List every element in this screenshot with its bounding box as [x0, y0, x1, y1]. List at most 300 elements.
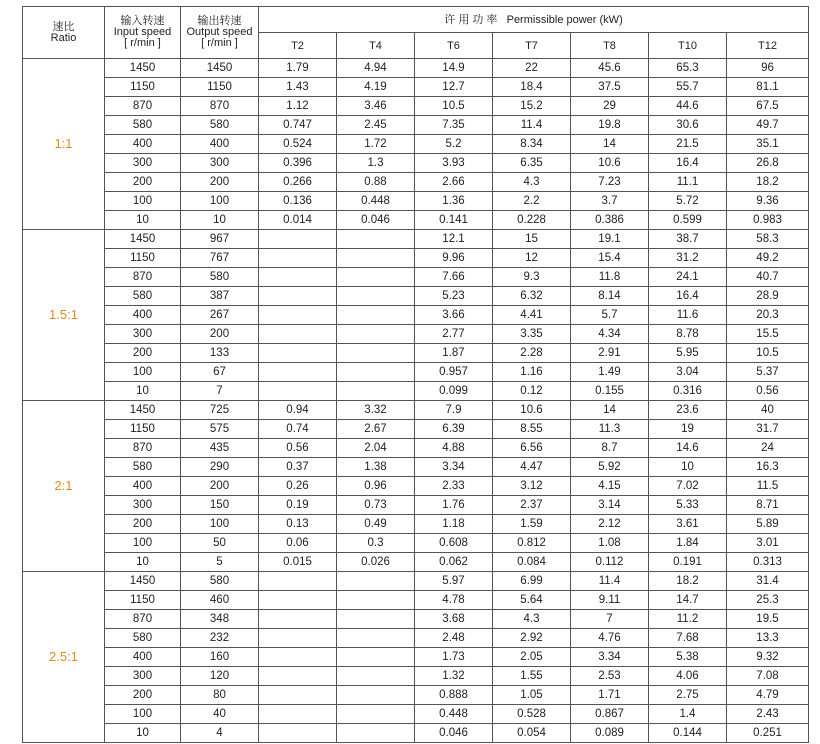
power-cell-t12: 5.89: [727, 515, 809, 534]
power-cell-t7: 0.054: [493, 724, 571, 743]
power-cell-t7: 3.35: [493, 325, 571, 344]
power-cell-t6: 12.1: [415, 230, 493, 249]
power-cell-t12: 18.2: [727, 173, 809, 192]
power-cell-t10: 2.75: [649, 686, 727, 705]
output-speed-cell: 460: [181, 591, 259, 610]
power-cell-t12: 35.1: [727, 135, 809, 154]
power-cell-t8: 14: [571, 135, 649, 154]
power-cell-t7: 4.41: [493, 306, 571, 325]
input-speed-cell: 100: [105, 705, 181, 724]
output-speed-cell: 580: [181, 268, 259, 287]
power-cell-t8: 15.4: [571, 249, 649, 268]
power-cell-t7: 4.3: [493, 610, 571, 629]
power-cell-t2: 0.37: [259, 458, 337, 477]
output-speed-cell: 725: [181, 401, 259, 420]
output-speed-cell: 435: [181, 439, 259, 458]
power-cell-t2: 0.13: [259, 515, 337, 534]
input-speed-cell: 1450: [105, 401, 181, 420]
power-cell-t10: 24.1: [649, 268, 727, 287]
power-cell-t8: 37.5: [571, 78, 649, 97]
power-cell-t7: 3.12: [493, 477, 571, 496]
power-cell-t10: 3.04: [649, 363, 727, 382]
power-cell-t2: [259, 610, 337, 629]
power-cell-t7: 6.99: [493, 572, 571, 591]
input-speed-cell: 200: [105, 344, 181, 363]
power-cell-t4: 0.73: [337, 496, 415, 515]
power-cell-t4: 0.88: [337, 173, 415, 192]
table-row: [23, 401, 809, 420]
power-cell-t8: 29: [571, 97, 649, 116]
table-row: [23, 439, 809, 458]
power-cell-t6: 3.66: [415, 306, 493, 325]
input-speed-cell: 870: [105, 610, 181, 629]
power-cell-t6: 0.099: [415, 382, 493, 401]
output-speed-cell: 870: [181, 97, 259, 116]
power-cell-t8: 1.08: [571, 534, 649, 553]
power-cell-t8: 2.91: [571, 344, 649, 363]
output-speed-header: [181, 7, 259, 59]
input-speed-cell: 100: [105, 534, 181, 553]
power-cell-t2: 0.136: [259, 192, 337, 211]
input-speed-cell: 300: [105, 667, 181, 686]
ratio-cell: 1.5:1: [23, 230, 105, 401]
input-speed-cell: 1450: [105, 230, 181, 249]
power-cell-t8: 3.7: [571, 192, 649, 211]
power-cell-t6: 0.062: [415, 553, 493, 572]
power-cell-t8: 0.089: [571, 724, 649, 743]
power-cell-t7: 12: [493, 249, 571, 268]
power-cell-t12: 0.313: [727, 553, 809, 572]
power-cell-t4: 0.448: [337, 192, 415, 211]
power-cell-t7: 0.084: [493, 553, 571, 572]
input-speed-cell: 200: [105, 686, 181, 705]
power-cell-t2: [259, 325, 337, 344]
power-cell-t7: 6.32: [493, 287, 571, 306]
power-cell-t6: 0.957: [415, 363, 493, 382]
power-cell-t4: [337, 230, 415, 249]
power-cell-t10: 1.84: [649, 534, 727, 553]
table-row: [23, 572, 809, 591]
power-cell-t2: [259, 686, 337, 705]
output-speed-cell: 120: [181, 667, 259, 686]
power-cell-t8: 8.14: [571, 287, 649, 306]
power-cell-t8: 19.1: [571, 230, 649, 249]
power-cell-t12: 31.7: [727, 420, 809, 439]
power-cell-t4: 1.38: [337, 458, 415, 477]
power-cell-t4: 0.49: [337, 515, 415, 534]
power-cell-t6: 2.33: [415, 477, 493, 496]
table-row: [23, 116, 809, 135]
power-cell-t2: 0.26: [259, 477, 337, 496]
power-cell-t4: [337, 686, 415, 705]
table-row: [23, 325, 809, 344]
table-row: [23, 268, 809, 287]
power-cell-t2: 0.014: [259, 211, 337, 230]
power-cell-t10: 0.144: [649, 724, 727, 743]
input-speed-cell: 10: [105, 211, 181, 230]
input-speed-cell: 1150: [105, 591, 181, 610]
ratio-header-en: Ratio: [50, 31, 77, 44]
power-cell-t8: 45.6: [571, 59, 649, 78]
ratio-cell: 2.5:1: [23, 572, 105, 743]
power-cell-t2: 0.19: [259, 496, 337, 515]
input-speed-cell: 400: [105, 135, 181, 154]
power-cell-t6: 0.608: [415, 534, 493, 553]
power-cell-t12: 10.5: [727, 344, 809, 363]
output-speed-cell: 580: [181, 116, 259, 135]
power-cell-t2: 0.524: [259, 135, 337, 154]
model-header-t6: T6: [415, 33, 493, 59]
output-speed-cell: 200: [181, 477, 259, 496]
table-row: [23, 230, 809, 249]
power-cell-t2: [259, 572, 337, 591]
power-cell-t4: [337, 705, 415, 724]
input-speed-cell: 1150: [105, 249, 181, 268]
power-cell-t4: 4.94: [337, 59, 415, 78]
power-cell-t6: 1.32: [415, 667, 493, 686]
power-cell-t12: 28.9: [727, 287, 809, 306]
power-cell-t2: 0.74: [259, 420, 337, 439]
input-speed-cell: 10: [105, 553, 181, 572]
power-cell-t4: [337, 363, 415, 382]
power-cell-t8: 4.15: [571, 477, 649, 496]
power-cell-t6: 4.78: [415, 591, 493, 610]
output-speed-cell: 100: [181, 515, 259, 534]
power-cell-t2: [259, 629, 337, 648]
power-cell-t4: [337, 648, 415, 667]
ratio-header: [23, 7, 105, 59]
input-speed-cell: 300: [105, 496, 181, 515]
output-speed-header-en: Output speed: [186, 26, 253, 38]
power-cell-t10: 44.6: [649, 97, 727, 116]
power-cell-t4: 0.026: [337, 553, 415, 572]
output-speed-cell: 5: [181, 553, 259, 572]
power-cell-t7: 8.34: [493, 135, 571, 154]
power-cell-t6: 0.448: [415, 705, 493, 724]
power-cell-t6: 4.88: [415, 439, 493, 458]
power-cell-t12: 24: [727, 439, 809, 458]
power-cell-t4: [337, 306, 415, 325]
output-speed-cell: 200: [181, 325, 259, 344]
input-speed-header: [105, 7, 181, 59]
output-speed-cell: 300: [181, 154, 259, 173]
permissible-power-table: [22, 6, 809, 743]
power-cell-t12: 67.5: [727, 97, 809, 116]
power-cell-t10: 30.6: [649, 116, 727, 135]
power-cell-t10: 14.6: [649, 439, 727, 458]
output-speed-cell: 232: [181, 629, 259, 648]
power-cell-t8: 0.112: [571, 553, 649, 572]
table-row: [23, 591, 809, 610]
model-header-t10: T10: [649, 33, 727, 59]
output-speed-cell: 67: [181, 363, 259, 382]
power-cell-t2: 0.747: [259, 116, 337, 135]
table-row: [23, 477, 809, 496]
input-speed-cell: 580: [105, 629, 181, 648]
power-cell-t8: 7: [571, 610, 649, 629]
power-cell-t10: 11.1: [649, 173, 727, 192]
output-speed-cell: 133: [181, 344, 259, 363]
power-cell-t12: 19.5: [727, 610, 809, 629]
output-speed-cell: 967: [181, 230, 259, 249]
output-speed-cell: 580: [181, 572, 259, 591]
power-cell-t4: [337, 629, 415, 648]
power-cell-t8: 3.34: [571, 648, 649, 667]
power-cell-t10: 0.599: [649, 211, 727, 230]
power-cell-t12: 4.79: [727, 686, 809, 705]
power-cell-t12: 0.56: [727, 382, 809, 401]
input-speed-cell: 400: [105, 477, 181, 496]
power-cell-t7: 2.05: [493, 648, 571, 667]
table-row: [23, 724, 809, 743]
power-cell-t4: [337, 610, 415, 629]
power-cell-t12: 3.01: [727, 534, 809, 553]
power-cell-t8: 4.34: [571, 325, 649, 344]
table-row: [23, 363, 809, 382]
output-speed-header-unit: [ r/min ]: [201, 37, 238, 49]
power-cell-t2: [259, 591, 337, 610]
power-cell-t2: 0.015: [259, 553, 337, 572]
power-cell-t6: 10.5: [415, 97, 493, 116]
power-cell-t10: 1.4: [649, 705, 727, 724]
power-cell-t10: 11.6: [649, 306, 727, 325]
power-cell-t2: 0.396: [259, 154, 337, 173]
power-cell-t8: 11.8: [571, 268, 649, 287]
output-speed-cell: 160: [181, 648, 259, 667]
input-speed-cell: 200: [105, 515, 181, 534]
power-cell-t12: 5.37: [727, 363, 809, 382]
input-speed-cell: 870: [105, 439, 181, 458]
power-cell-t8: 2.12: [571, 515, 649, 534]
power-cell-t7: 1.59: [493, 515, 571, 534]
power-cell-t8: 0.386: [571, 211, 649, 230]
power-cell-t2: [259, 648, 337, 667]
power-cell-t7: 4.3: [493, 173, 571, 192]
power-cell-t4: 2.04: [337, 439, 415, 458]
power-cell-t7: 22: [493, 59, 571, 78]
power-cell-t12: 40: [727, 401, 809, 420]
power-cell-t7: 1.55: [493, 667, 571, 686]
table-row: [23, 610, 809, 629]
power-cell-t2: [259, 230, 337, 249]
power-cell-t2: [259, 382, 337, 401]
power-cell-t12: 15.5: [727, 325, 809, 344]
output-speed-cell: 767: [181, 249, 259, 268]
power-cell-t8: 14: [571, 401, 649, 420]
power-cell-t2: 0.94: [259, 401, 337, 420]
output-speed-cell: 150: [181, 496, 259, 515]
power-cell-t12: 11.5: [727, 477, 809, 496]
table-row: [23, 382, 809, 401]
output-speed-cell: 50: [181, 534, 259, 553]
power-cell-t6: 3.68: [415, 610, 493, 629]
power-cell-t6: 5.23: [415, 287, 493, 306]
ratio-header-cn: 速比: [52, 20, 75, 33]
power-cell-t12: 16.3: [727, 458, 809, 477]
power-cell-t10: 23.6: [649, 401, 727, 420]
power-cell-t10: 5.72: [649, 192, 727, 211]
input-speed-header-cn: 输入转速: [120, 15, 165, 27]
power-cell-t6: 3.34: [415, 458, 493, 477]
power-cell-t10: 0.191: [649, 553, 727, 572]
power-cell-t4: 2.45: [337, 116, 415, 135]
power-cell-t8: 2.53: [571, 667, 649, 686]
output-speed-cell: 80: [181, 686, 259, 705]
power-cell-t4: 0.046: [337, 211, 415, 230]
power-cell-t7: 2.92: [493, 629, 571, 648]
power-cell-t12: 0.251: [727, 724, 809, 743]
power-cell-t2: 1.43: [259, 78, 337, 97]
power-cell-t7: 11.4: [493, 116, 571, 135]
input-speed-cell: 1150: [105, 78, 181, 97]
output-speed-cell: 40: [181, 705, 259, 724]
ratio-cell: 2:1: [23, 401, 105, 572]
power-cell-t10: 21.5: [649, 135, 727, 154]
power-cell-t2: [259, 667, 337, 686]
table-row: [23, 135, 809, 154]
power-cell-t12: 49.7: [727, 116, 809, 135]
power-cell-t7: 0.12: [493, 382, 571, 401]
power-cell-t10: 3.61: [649, 515, 727, 534]
table-row: [23, 287, 809, 306]
power-cell-t4: 1.72: [337, 135, 415, 154]
output-speed-cell: 1450: [181, 59, 259, 78]
model-header-t12: T12: [727, 33, 809, 59]
power-cell-t10: 18.2: [649, 572, 727, 591]
power-cell-t2: [259, 249, 337, 268]
power-table-body: [23, 59, 809, 743]
power-cell-t7: 6.35: [493, 154, 571, 173]
output-speed-cell: 348: [181, 610, 259, 629]
power-cell-t4: [337, 724, 415, 743]
table-row: [23, 192, 809, 211]
table-row: [23, 344, 809, 363]
input-speed-cell: 400: [105, 306, 181, 325]
power-cell-t8: 19.8: [571, 116, 649, 135]
power-cell-t10: 55.7: [649, 78, 727, 97]
power-cell-t6: 1.18: [415, 515, 493, 534]
power-cell-t10: 5.38: [649, 648, 727, 667]
power-cell-t4: 1.3: [337, 154, 415, 173]
power-cell-t12: 13.3: [727, 629, 809, 648]
model-header-t8: T8: [571, 33, 649, 59]
power-cell-t2: [259, 363, 337, 382]
power-cell-t7: 15.2: [493, 97, 571, 116]
power-cell-t12: 2.43: [727, 705, 809, 724]
input-speed-header-en: Input speed: [113, 26, 172, 38]
input-speed-cell: 1450: [105, 59, 181, 78]
power-cell-t7: 15: [493, 230, 571, 249]
output-speed-cell: 10: [181, 211, 259, 230]
power-cell-t12: 8.71: [727, 496, 809, 515]
output-speed-cell: 387: [181, 287, 259, 306]
power-cell-t4: 2.67: [337, 420, 415, 439]
power-cell-t8: 1.49: [571, 363, 649, 382]
model-header-t4: T4: [337, 33, 415, 59]
power-cell-t12: 20.3: [727, 306, 809, 325]
power-cell-t6: 5.97: [415, 572, 493, 591]
table-row: [23, 420, 809, 439]
power-cell-t8: 0.867: [571, 705, 649, 724]
output-speed-cell: 4: [181, 724, 259, 743]
power-cell-t6: 5.2: [415, 135, 493, 154]
power-cell-t12: 7.08: [727, 667, 809, 686]
power-cell-t6: 1.36: [415, 192, 493, 211]
power-cell-t6: 0.046: [415, 724, 493, 743]
power-cell-t2: 0.06: [259, 534, 337, 553]
power-cell-t4: 4.19: [337, 78, 415, 97]
input-speed-cell: 100: [105, 363, 181, 382]
power-cell-t12: 96: [727, 59, 809, 78]
output-speed-cell: 575: [181, 420, 259, 439]
power-cell-t8: 0.155: [571, 382, 649, 401]
power-cell-t2: 0.56: [259, 439, 337, 458]
power-cell-t10: 19: [649, 420, 727, 439]
power-cell-t10: 16.4: [649, 154, 727, 173]
power-cell-t4: [337, 344, 415, 363]
input-speed-cell: 300: [105, 325, 181, 344]
power-cell-t4: [337, 591, 415, 610]
input-speed-cell: 1150: [105, 420, 181, 439]
power-cell-t12: 9.36: [727, 192, 809, 211]
power-cell-t7: 6.56: [493, 439, 571, 458]
power-cell-t7: 8.55: [493, 420, 571, 439]
table-row: [23, 515, 809, 534]
power-cell-t6: 0.141: [415, 211, 493, 230]
power-cell-t7: 2.2: [493, 192, 571, 211]
power-cell-t10: 65.3: [649, 59, 727, 78]
input-speed-cell: 580: [105, 116, 181, 135]
power-cell-t6: 1.73: [415, 648, 493, 667]
power-cell-t6: 0.888: [415, 686, 493, 705]
power-cell-t4: 3.32: [337, 401, 415, 420]
power-cell-t4: 3.46: [337, 97, 415, 116]
power-cell-t6: 2.77: [415, 325, 493, 344]
power-cell-t7: 2.37: [493, 496, 571, 515]
power-cell-t2: 1.12: [259, 97, 337, 116]
table-row: [23, 629, 809, 648]
power-cell-t4: [337, 249, 415, 268]
power-cell-t6: 7.35: [415, 116, 493, 135]
input-speed-cell: 580: [105, 458, 181, 477]
power-cell-t2: 1.79: [259, 59, 337, 78]
power-cell-t2: [259, 344, 337, 363]
power-cell-t7: 2.28: [493, 344, 571, 363]
table-row: [23, 154, 809, 173]
power-cell-t7: 0.228: [493, 211, 571, 230]
input-speed-cell: 10: [105, 724, 181, 743]
power-cell-t10: 5.95: [649, 344, 727, 363]
power-cell-t6: 3.93: [415, 154, 493, 173]
power-cell-t12: 31.4: [727, 572, 809, 591]
power-cell-t4: 0.96: [337, 477, 415, 496]
permissible-power-header: 许 用 功 率 Permissible power (kW): [259, 7, 809, 33]
power-cell-t12: 26.8: [727, 154, 809, 173]
output-speed-header-cn: 输出转速: [197, 15, 242, 27]
power-cell-t10: 14.7: [649, 591, 727, 610]
power-cell-t6: 6.39: [415, 420, 493, 439]
power-cell-t4: [337, 325, 415, 344]
power-cell-t2: [259, 287, 337, 306]
model-header-t7: T7: [493, 33, 571, 59]
power-cell-t12: 0.983: [727, 211, 809, 230]
table-row: [23, 249, 809, 268]
power-cell-t10: 11.2: [649, 610, 727, 629]
output-speed-cell: 267: [181, 306, 259, 325]
power-cell-t4: [337, 667, 415, 686]
power-cell-t2: [259, 268, 337, 287]
power-cell-t10: 0.316: [649, 382, 727, 401]
